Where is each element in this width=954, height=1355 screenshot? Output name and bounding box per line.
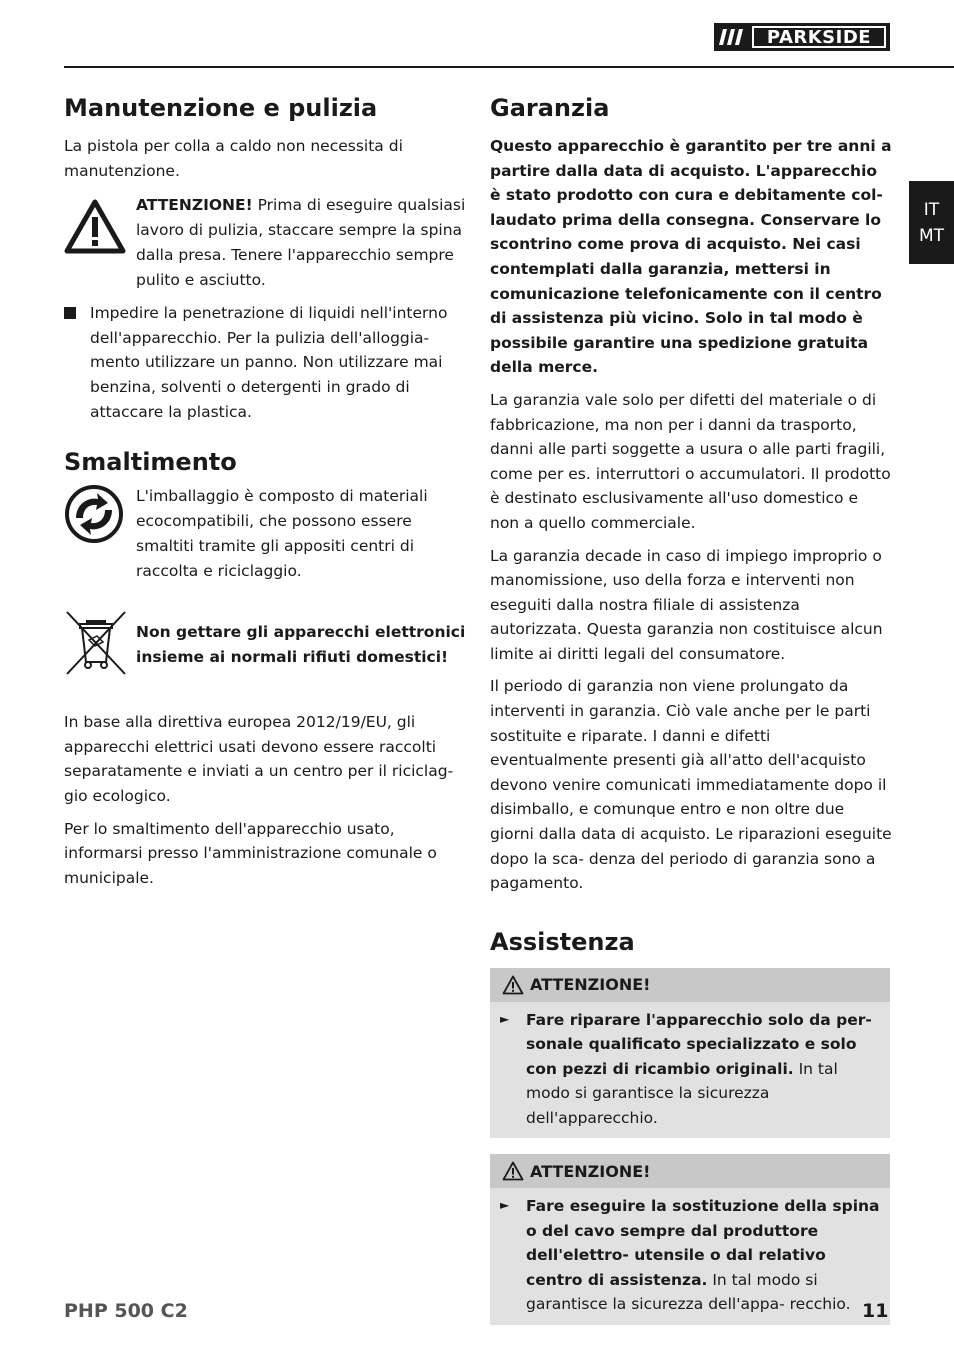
warranty-heading: Garanzia	[490, 94, 610, 122]
service-warning-header-2	[490, 1154, 890, 1188]
left-column	[64, 88, 466, 890]
service-warning-normal-1: In tal modo si garantisce la sicurezza dell'apparecchio.	[526, 1059, 838, 1127]
service-warning-body-1	[490, 1002, 890, 1139]
green-dot-recycling-icon	[64, 484, 136, 584]
weee-row	[64, 610, 466, 680]
service-warning-bold-2: Fare eseguire la sostituzione della spina o del cavo sempre dal produttore dell'elettro- utensile o dal relativo centro di assistenza.	[526, 1197, 880, 1289]
footer-model: PHP 500 C2	[64, 1300, 188, 1322]
crossed-bin-icon	[64, 610, 136, 680]
maintenance-heading: Manutenzione e pulizia	[64, 94, 378, 122]
service-warning-normal-2: In tal modo si garantisce la sicurezza dell'appa- recchio.	[526, 1270, 851, 1314]
service-warning-header-1	[490, 968, 890, 1002]
service-warning-text-1	[526, 1008, 880, 1131]
disposal-paragraph-1: In base alla direttiva europea 2012/19/EU, gli apparecchi elettrici usati devono essere raccolti separatamente e inviati a un centro per il riciclag- gio ecologico.	[64, 713, 454, 805]
warranty-paragraph-3: Il periodo di garanzia non viene prolungato da interventi in garanzia. Ciò vale anche per le parti sostituite e riparate. I danni e difetti eventualmente presenti già all'atto dell'acquisto devono venire comunicati immediatamente dopo il disimballo, e comunque entro e non oltre due giorni dalla data di acquisto. Le riparazioni eseguite dopo la sca- denza del periodo di garanzia sono a pagamento.	[490, 677, 892, 893]
weee-text: Non gettare gli apparecchi elettronici insieme ai normali rifiuti domestici!	[136, 623, 466, 667]
maintenance-intro: La pistola per colla a caldo non necessita di manutenzione.	[64, 137, 403, 180]
service-heading: Assistenza	[490, 927, 635, 956]
maintenance-bullet	[64, 301, 466, 424]
packaging-text: L'imballaggio è composto di materiali ecocompatibili, che possono essere smaltiti tramite gli appositi centri di raccolta e riciclaggio.	[136, 487, 428, 581]
bullet-text: Impedire la penetrazione di liquidi nell'interno dell'apparecchio. Per la pulizia dell'alloggia- mento utilizzare un panno. Non utilizzare mai benzina, solventi o detergenti in grado di attaccare la plastica.	[90, 304, 448, 421]
bullet-square-icon	[64, 307, 76, 319]
warranty-intro: Questo apparecchio è garantito per tre anni a partire dalla data di acquisto. L'apparecchio è stato prodotto con cura e debitamente col- laudato prima della consegna. Conservare lo scontrino come prova di acquisto. Nei casi contemplati dalla garanzia, mettersi in comunicazione telefonicamente con il centro di assistenza più vicino. Solo in tal modo è possibile garantire una spedizione gratuita della merce.	[490, 137, 892, 377]
service-warning-box-1	[490, 968, 890, 1139]
logo-text: PARKSIDE	[766, 26, 872, 48]
lang-code-mt: MT	[918, 226, 945, 246]
warning-icon	[502, 1161, 524, 1181]
header-rule	[64, 66, 954, 68]
service-warning-body-2	[490, 1188, 890, 1325]
warning-icon	[502, 975, 524, 995]
warranty-paragraph-1: La garanzia vale solo per difetti del materiale o di fabbricazione, ma non per i danni da trasporto, danni alle parti soggette a usura o alle parti fragili, come per es. interruttori o accumulatori. Il prodotto è destinato esclusivamente all'uso domestico e non a quello commerciale.	[490, 390, 891, 532]
packaging-row	[64, 484, 466, 584]
service-warning-box-2	[490, 1154, 890, 1325]
service-warning-text-2	[526, 1194, 880, 1317]
logo-slashes-icon	[714, 23, 750, 51]
service-warning-bold-1: Fare riparare l'apparecchio solo da per- sonale qualificato specializzato e solo con pezzi di ricambio originali.	[526, 1010, 872, 1078]
arrow-right-icon: ►	[500, 1198, 510, 1213]
arrow-right-icon: ►	[500, 1011, 510, 1026]
warning-body: Prima di eseguire qualsiasi lavoro di pulizia, staccare sempre la spina dalla presa. Tenere l'apparecchio sempre pulito e asciutto.	[136, 196, 466, 290]
lang-code-it: IT	[923, 200, 940, 220]
warranty-paragraph-2: La garanzia decade in caso di impiego improprio o manomissione, uso della forza e interventi non eseguiti dalla nostra filiale di assistenza autorizzata. Questa garanzia non costituisce alcun limite ai diritti legali del consumatore.	[490, 546, 883, 663]
warning-label: ATTENZIONE!	[530, 975, 651, 995]
warning-triangle-icon	[64, 193, 136, 293]
maintenance-warning	[64, 193, 466, 293]
logo-box	[752, 26, 886, 48]
language-tab	[909, 181, 954, 264]
parkside-logo	[714, 23, 890, 51]
warning-label: ATTENZIONE!	[136, 196, 253, 215]
disposal-paragraph-2: Per lo smaltimento dell'apparecchio usato, informarsi presso l'amministrazione comunale o municipale.	[64, 819, 437, 887]
warning-label: ATTENZIONE!	[530, 1161, 651, 1181]
warning-text	[136, 193, 466, 293]
disposal-heading: Smaltimento	[64, 448, 237, 477]
footer-page-number: 11	[862, 1300, 889, 1322]
right-column	[490, 88, 892, 1325]
